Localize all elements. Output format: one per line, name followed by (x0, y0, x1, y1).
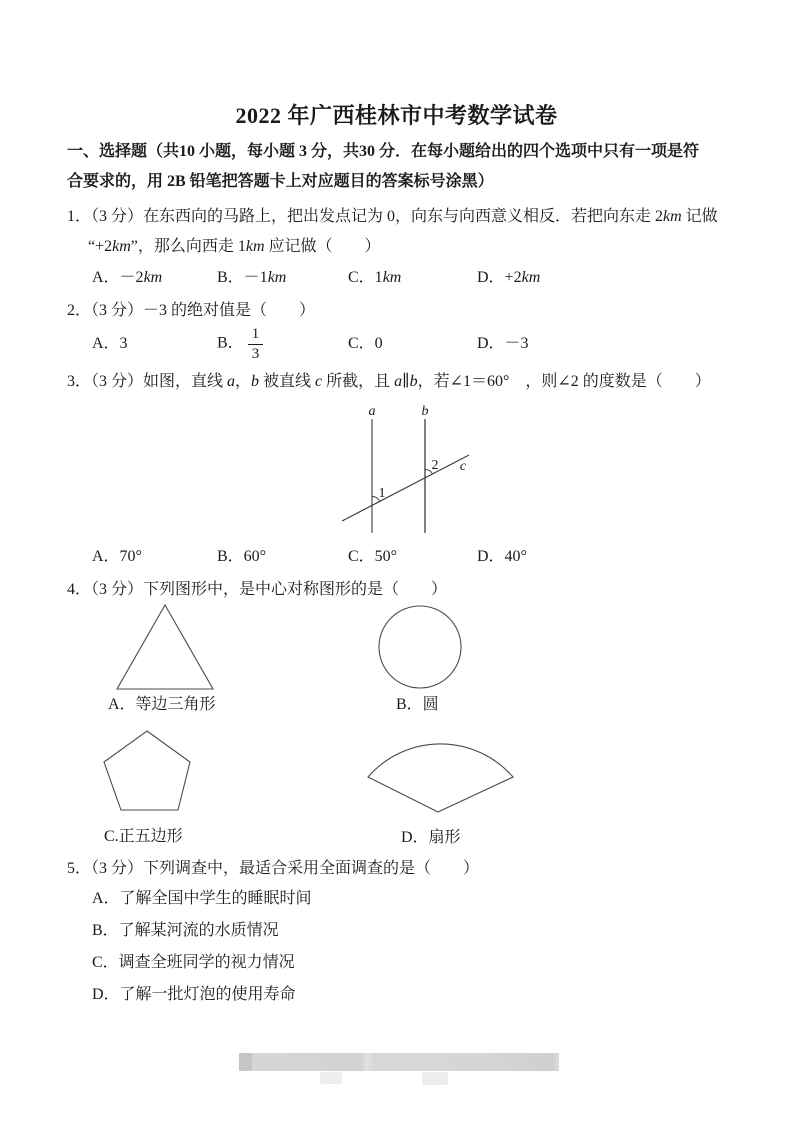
angle-1-label: 1 (378, 486, 386, 501)
question-4-option-a-label: A．等边三角形 (108, 696, 216, 713)
question-2-text: 2．（3 分）－3 的绝对值是（ ） (67, 302, 316, 319)
question-3-figure (330, 402, 490, 537)
question-1-option-c: C．1km (348, 269, 402, 286)
question-4-option-d-label: D．扇形 (401, 829, 461, 846)
line-c-transversal (342, 455, 469, 521)
question-4-shape-b (375, 601, 467, 693)
question-5-option-b: B．了解某河流的水质情况 (92, 922, 279, 939)
page-title: 2022 年广西桂林市中考数学试卷 (235, 103, 558, 128)
question-2-option-b-label: B． (217, 334, 244, 352)
parallel-lines-diagram (330, 402, 490, 537)
question-1-options (92, 267, 540, 289)
line-c-label: c (459, 459, 467, 474)
question-4-text: 4．（3 分）下列图形中，是中心对称图形的是（ ） (67, 581, 448, 598)
question-4-shape-d (358, 740, 523, 818)
equilateral-triangle-shape (110, 600, 220, 695)
question-2-option-d: D．－3 (477, 335, 529, 352)
line-b-label: b (421, 404, 429, 419)
angle-2-label: 2 (431, 458, 439, 473)
question-3-option-b: B．60° (217, 548, 267, 565)
question-1-option-b: B．－1km (217, 269, 287, 286)
question-3-text: 3．（3 分）如图，直线 a，b 被直线 c 所截，且 a∥b，若∠1＝60° ，则∠2 的度数是（ ） (67, 373, 711, 390)
section-heading (67, 137, 727, 197)
question-2-option-a: A．3 (92, 335, 128, 352)
question-5-text: 5．（3 分）下列调查中，最适合采用全面调查的是（ ） (67, 860, 480, 877)
line-a-label: a (368, 404, 376, 419)
question-1-text (67, 202, 718, 262)
fraction-numerator: 1 (248, 326, 264, 345)
question-3-options (92, 546, 527, 568)
question-5-option-d: D．了解一批灯泡的使用寿命 (92, 986, 296, 1003)
circle-shape (375, 601, 467, 693)
question-4-option-b-label: B．圆 (396, 696, 439, 713)
question-2-option-b (217, 326, 348, 362)
question-3-option-c: C．50° (348, 548, 398, 565)
question-4-shape-a (110, 600, 220, 695)
fraction-one-third (248, 326, 264, 362)
question-1-line-2: “+2km”，那么向西走 1km 应记做（ ） (88, 238, 381, 255)
question-1-option-d: D．+2km (477, 269, 541, 286)
sector-shape (358, 740, 523, 818)
question-3-option-a: A．70° (92, 548, 142, 565)
question-5-option-a: A．了解全国中学生的睡眠时间 (92, 890, 312, 907)
question-1-line-1: 1．（3 分）在东西向的马路上，把出发点记为 0，向东与向西意义相反．若把向东走 2km 记做 (67, 208, 718, 225)
watermark-smudge (320, 1072, 342, 1084)
regular-pentagon-shape (93, 725, 203, 817)
watermark-smudge (422, 1072, 448, 1085)
question-1-option-a: A．－2km (92, 269, 163, 286)
question-3-option-d: D．40° (477, 548, 527, 565)
question-2-option-c: C．0 (348, 335, 383, 352)
question-5-option-c: C．调查全班同学的视力情况 (92, 954, 295, 971)
question-4-option-c-label: C.正五边形 (104, 828, 183, 845)
section-heading-line-1: 一、选择题（共10 小题，每小题 3 分，共30 分．在每小题给出的四个选项中只有一项是符 (67, 143, 700, 160)
fraction-denominator: 3 (251, 345, 260, 362)
question-4-shape-c (93, 725, 203, 817)
section-heading-line-2: 合要求的，用 2B 铅笔把答题卡上对应题目的答案标号涂黑） (67, 173, 494, 190)
question-2-options (92, 326, 529, 362)
watermark-bar (239, 1053, 559, 1071)
